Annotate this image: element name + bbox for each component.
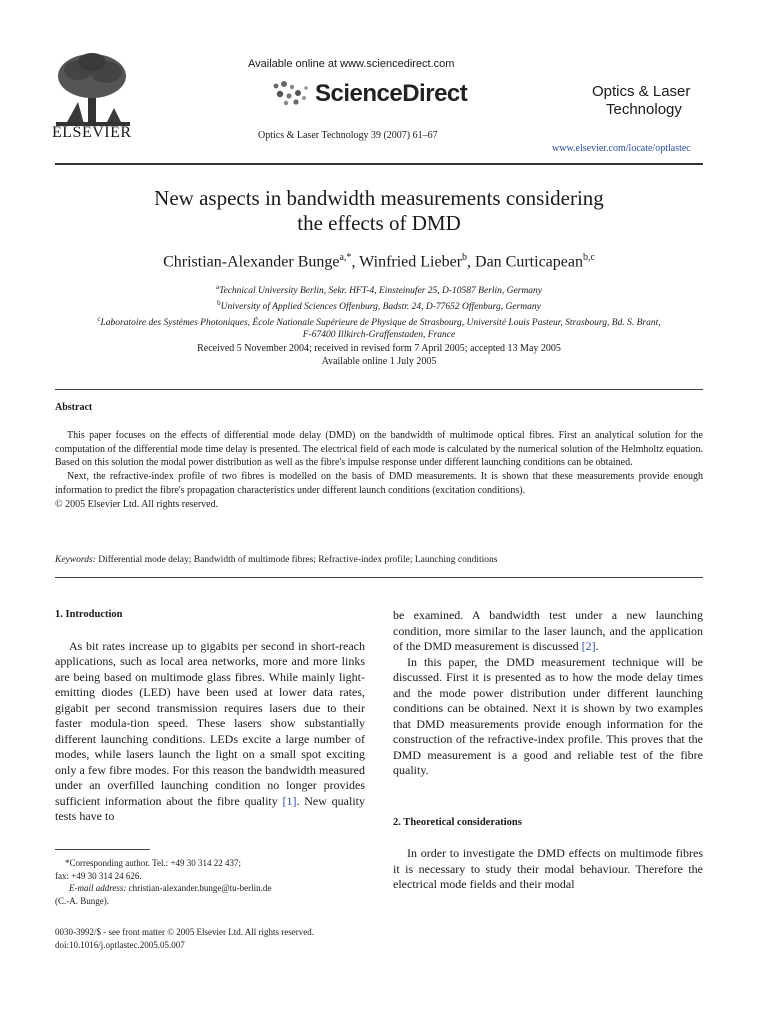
author-separator: ,: [351, 253, 360, 271]
available-date: Available online 1 July 2005: [321, 356, 437, 367]
divider: [55, 389, 703, 390]
citation-link[interactable]: [2]: [581, 639, 596, 653]
author-affil-mark: b: [462, 252, 468, 263]
paragraph-text: As bit rates increase up to gigabits per second in short-reach applications, such as local area networks, more and more links are being based on multimode glass fibres. While mainly light-emitting diodes (LED) have been used at lower data rates, gigabit per second transmission requires lasers due to their faster modula-tion speed. These lasers show substantially different launching conditions. LEDs excite a large number of modes, while lasers launch the light on a small spot exciting only a few fibre modes. For this reason the bandwidth measured under an overfilled launching condition no longer provides sufficient information about the fibre quality: [55, 638, 365, 808]
sciencedirect-logo-text: ScienceDirect: [315, 80, 468, 107]
footnote-line: fax: +49 30 314 24 626.: [55, 870, 142, 881]
affil-text: Technical University Berlin, Sekr. HFT-4, Einsteinufer 25, D-10587 Berlin, Germany: [219, 286, 543, 297]
received-dates: Received 5 November 2004; received in revised form 7 April 2005; accepted 13 May 2005: [197, 343, 561, 354]
available-online-text[interactable]: Available online at www.sciencedirect.com: [248, 58, 455, 70]
email-link[interactable]: christian-alexander.bunge@tu-berlin.de: [128, 883, 272, 893]
journal-name-line2: Technology: [606, 101, 682, 118]
author-name: Dan Curticapean: [475, 253, 583, 271]
keywords-label: Keywords:: [55, 555, 96, 565]
paragraph-text: .: [595, 639, 599, 653]
affil-mark: a: [215, 283, 220, 291]
journal-citation: Optics & Laser Technology 39 (2007) 61–67: [258, 130, 438, 141]
author-list: [55, 252, 703, 271]
affil-text: F-67400 Illkirch-Graffenstaden, France: [302, 330, 456, 341]
abstract-paragraph: Next, the refractive-index profile of two fibres is modelled on the basis of DMD measurements. It is shown that these measurements provide enough information to predict the fibre's propagation characteristics under different launch conditions (excitation conditions).: [55, 471, 703, 496]
body-paragraph: In this paper, the DMD measurement technique will be discussed. First it is presented as to how the mode delay times and the mode power distribution under different launching conditions can be obtained. Next it is shown by two examples that DMD measurements provide enough information for the construction of the refractive-index profile. This proves that the DMD measurement is a good and reliable test of the fibre quality.: [393, 654, 703, 777]
section-heading: 1. Introduction: [55, 609, 123, 620]
affil-mark: c: [97, 315, 101, 324]
sciencedirect-dots-icon: [270, 78, 314, 108]
journal-url-link[interactable]: www.elsevier.com/locate/optlastec: [552, 143, 691, 154]
author-affil-mark: a,*: [339, 252, 352, 263]
affil-text: University of Applied Sciences Offenburg, Badstr. 24, D-77652 Offenburg, Germany: [220, 302, 541, 313]
article-title: [55, 186, 703, 236]
footnote-line: (C.-A. Bunge).: [55, 895, 109, 906]
paragraph-text: . New quality tests have to: [55, 793, 365, 823]
section-heading: 2. Theoretical considerations: [393, 816, 522, 828]
affil-text: Laboratoire des Systèmes Photoniques, École Nationale Supérieure de Physique de Strasbourg, Université Louis Pasteur, Strasbourg, Bd. S. Brant,: [100, 318, 661, 329]
publisher-name: ELSEVIER: [52, 124, 132, 141]
keywords: [55, 555, 703, 565]
header-divider: [55, 163, 703, 165]
article-dates: [55, 342, 703, 368]
footnote-line: *Corresponding author. Tel.: +49 30 314 22 437;: [65, 858, 242, 868]
left-column: [55, 607, 365, 825]
footnote-email-line: [55, 882, 365, 895]
footnote-divider: [55, 849, 150, 850]
affiliation-line: [40, 281, 718, 297]
front-matter-line: 0030-3992/$ - see front matter © 2005 Elsevier Ltd. All rights reserved.: [55, 927, 315, 937]
keywords-text: Differential mode delay; Bandwidth of multimode fibres; Refractive-index profile; Launching conditions: [98, 555, 498, 565]
affil-mark: b: [217, 299, 221, 308]
journal-name-line1: Optics & Laser: [592, 83, 691, 100]
author-name: Winfried Lieber: [359, 253, 463, 271]
title-line2: the effects of DMD: [297, 211, 461, 235]
paragraph-text: be examined. A bandwidth test under a new launching condition, more similar to the laser launch, and the application of the DMD measurement is discussed: [393, 608, 703, 653]
affiliation-line: [40, 313, 718, 329]
right-column: [393, 608, 703, 893]
journal-name: [592, 83, 690, 119]
author-name: Christian-Alexander Bunge: [163, 253, 340, 271]
affiliation-line: [40, 329, 718, 341]
author-affil-mark: b,c: [582, 252, 595, 263]
doi-line[interactable]: doi:10.1016/j.optlastec.2005.05.007: [55, 939, 185, 950]
body-paragraph: [393, 608, 703, 655]
abstract-heading: Abstract: [55, 402, 93, 413]
abstract-copyright: © 2005 Elsevier Ltd. All rights reserved.: [55, 498, 219, 510]
divider: [55, 577, 703, 578]
abstract-paragraph: This paper focuses on the effects of differential mode delay (DMD) on the bandwidth of multimode optical fibres. First an analytical solution for the computation of the differential mode time delay is presented. The electrical field of each mode is calculated by the numerical solution of the Helmholtz equation. Based on this solution the modal power distribution as well as the fibre's impulse response under different launching conditions can be obtained.: [55, 430, 703, 469]
imprint: [55, 926, 314, 951]
abstract-body: [55, 429, 703, 511]
affiliations: [40, 281, 718, 341]
footnote: [55, 857, 365, 907]
affiliation-line: [40, 297, 718, 313]
body-paragraph: [55, 639, 365, 825]
citation-link[interactable]: [1]: [282, 793, 297, 808]
body-paragraph: In order to investigate the DMD effects on multimode fibres it is necessary to study their modal behaviour. Therefore the electrical mode fields and their modal: [393, 846, 703, 891]
title-line1: New aspects in bandwidth measurements considering: [154, 186, 604, 210]
author-separator: ,: [467, 253, 476, 271]
email-label: E-mail address:: [69, 883, 127, 893]
